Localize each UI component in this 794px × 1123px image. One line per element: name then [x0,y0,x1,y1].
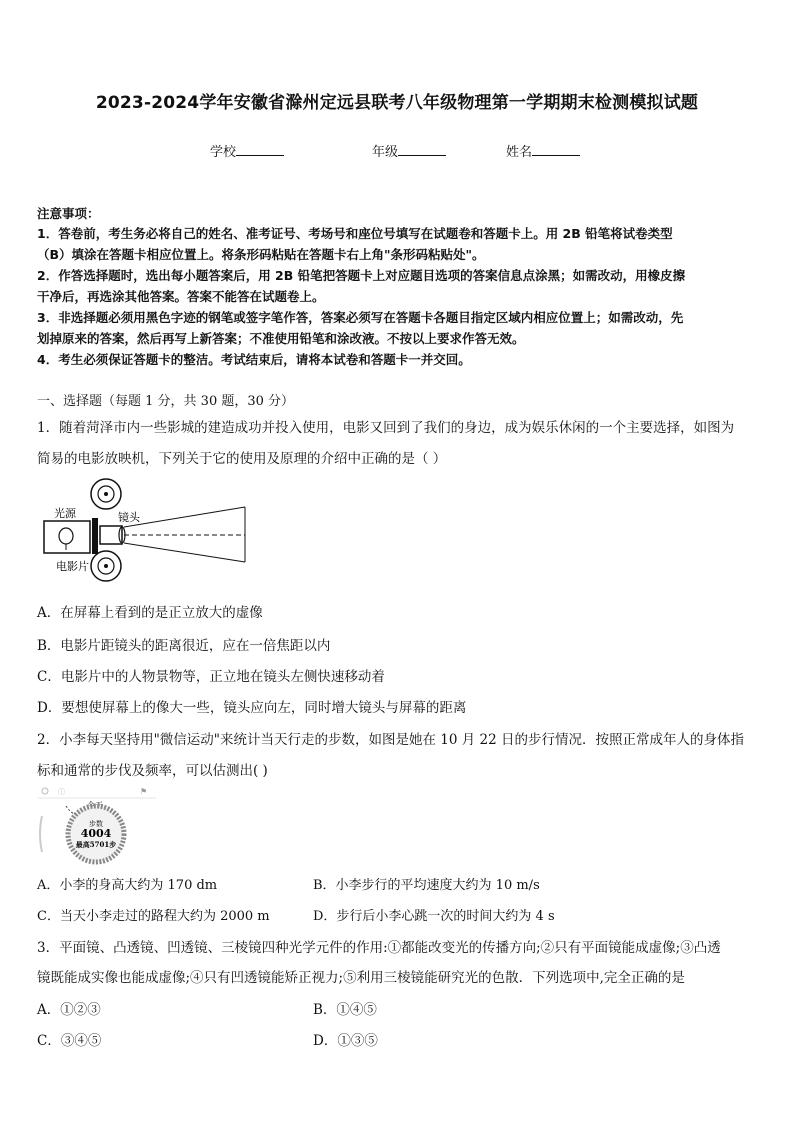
grade-blank [398,144,446,156]
q3-option-c: C．③④⑤ [37,1033,102,1049]
q2-option-d: D．步行后小李心跳一次的时间大约为 4 s [313,909,555,924]
q1-option-b: B．电影片距镜头的距离很近，应在一倍焦距以内 [37,638,331,654]
q3-option-b: B．①④⑤ [313,1002,377,1018]
note-line: 划掉原来的答案，然后再写上新答案；不准使用铅笔和涂改液。不按以上要求作答无效。 [37,331,525,346]
q1-stem: 1．随着菏泽市内一些影城的建造成功并投入使用，电影又回到了我们的身边，成为娱乐休闲的一个主要选择，如图为 [37,420,735,436]
q2-stem: 标和通常的步伐及频率，可以估测出( ) [37,763,268,779]
school-field [210,141,284,160]
name-field [506,141,580,160]
steps-label: 步数 [89,820,103,828]
q1-option-c: C．电影片中的人物景物等，正立地在镜头左侧快速移动着 [37,669,385,685]
note-line: （B）填涂在答题卡相应位置上。将条形码粘贴在答题卡右上角"条形码粘贴处"。 [37,247,485,262]
svg-text:ⓘ: ⓘ [58,788,65,796]
note-line: 干净后，再选涂其他答案。答案不能答在试题卷上。 [37,289,325,304]
q2-option-c: C．当天小李走过的路程大约为 2000 m [37,909,270,924]
steps-value: 4004 [80,827,112,840]
lens-label: 镜头 [118,511,140,524]
q3-option-d: D．①③⑤ [313,1033,378,1049]
q2-stem: 2．小李每天坚持用"微信运动"来统计当天行走的步数，如图是她在 10 月 22 日的步行情况．按照正常成年人的身体指 [37,732,745,748]
max-steps: 最高5701步 [75,840,117,849]
q1-option-d: D．要想使屏幕上的像大一些，镜头应向左，同时增大镜头与屏幕的距离 [37,700,467,716]
grade-label: 年级 [372,145,399,160]
q2-option-a: A．小李的身高大约为 170 dm [37,878,218,893]
note-line: 4．考生必须保证答题卡的整洁。考试结束后，请将本试卷和答题卡一并交回。 [37,352,471,367]
notes-heading: 注意事项： [37,206,100,221]
q3-stem: 3．平面镜、凸透镜、凹透镜、三棱镜四种光学元件的作用:①都能改变光的传播方向;②只有平面镜能成虚像;③凸透 [37,940,721,956]
q2-option-b: B．小李步行的平均速度大约为 10 m/s [313,878,540,893]
light-source-label: 光源 [54,507,76,520]
section-heading: 一、选择题（每题 1 分，共 30 题，30 分） [37,394,295,409]
school-blank [236,144,284,156]
school-label: 学校 [210,145,237,160]
projector-figure [40,474,250,586]
q1-option-a: A．在屏幕上看到的是正立放大的虚像 [37,605,263,621]
q3-option-a: A．①②③ [37,1002,101,1018]
q1-stem: 简易的电影放映机，下列关于它的使用及原理的介绍中正确的是（ ） [37,451,447,467]
film-label: 电影片 [56,560,89,573]
note-line: 3．非选择题必须用黑色字迹的钢笔或签字笔作答，答案必须写在答题卡各题目指定区域内相应位置上；如需改动，先 [37,310,684,325]
note-line: 2．作答选择题时，选出每小题答案后，用 2B 铅笔把答题卡上对应题目选项的答案信息点涂黑；如需改动，用橡皮擦 [37,268,686,283]
svg-text:⚑: ⚑ [140,787,148,796]
grade-field [372,141,446,160]
step-counter-figure [38,784,156,866]
note-line: 1．答卷前，考生务必将自己的姓名、准考证号、考场号和座位号填写在试题卷和答题卡上。用 2B 铅笔将试卷类型 [37,226,673,241]
name-blank [532,144,580,156]
name-label: 姓名 [506,145,533,160]
q3-stem: 镜既能成实像也能成虚像;④只有凹透镜能矫正视力;⑤利用三棱镜能研究光的色散．下列选项中,完全正确的是 [37,970,685,986]
page-title: 2023-2024学年安徽省滁州定远县联考八年级物理第一学期期末检测模拟试题 [95,93,699,113]
